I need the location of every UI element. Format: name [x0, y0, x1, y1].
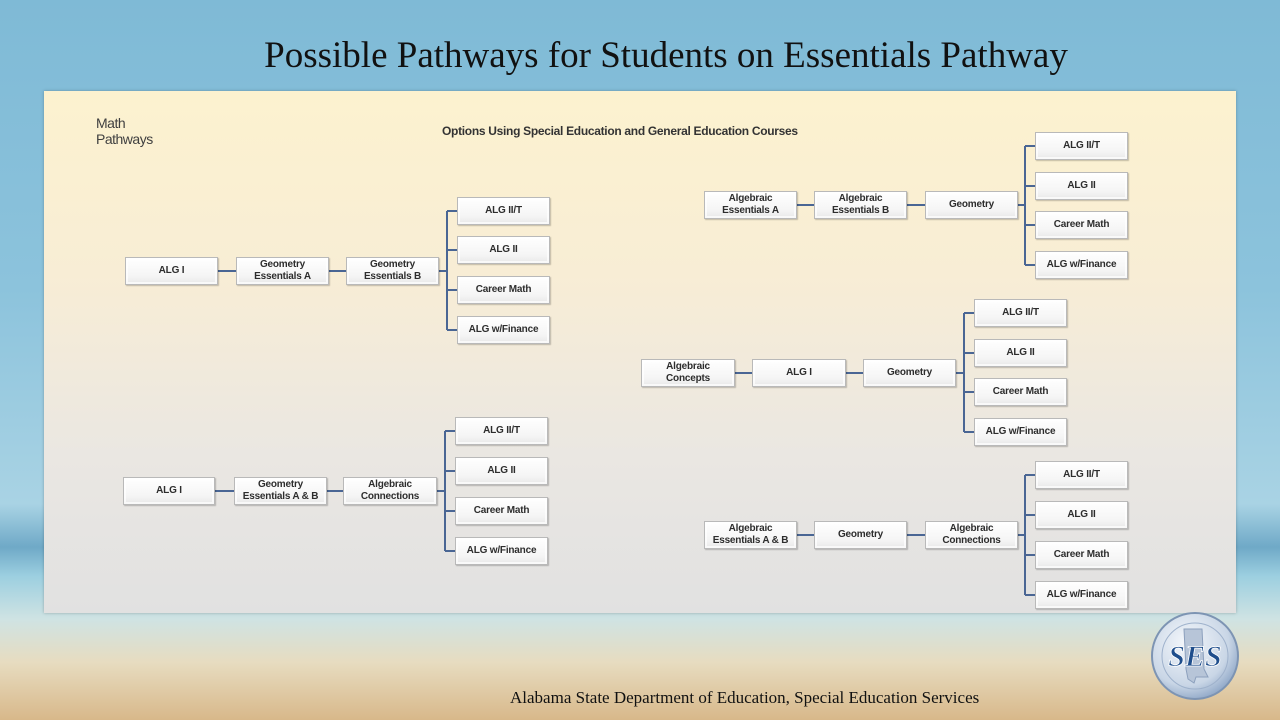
- pathway3-option-career-math: Career Math: [1035, 211, 1128, 239]
- pathway2-option-alg-ii: ALG II: [455, 457, 548, 485]
- pathway1-option-career-math: Career Math: [457, 276, 550, 304]
- pathway2-node-alg-i: ALG I: [123, 477, 215, 505]
- footer-credit: Alabama State Department of Education, Special Education Services: [510, 688, 980, 707]
- pathway3-node-algebraic-essentials-b: Algebraic Essentials B: [814, 191, 907, 219]
- pathway4-node-algebraic-concepts: Algebraic Concepts: [641, 359, 735, 387]
- pathway5-option-alg-ii-t: ALG II/T: [1035, 461, 1128, 489]
- pathway3-option-alg-ii: ALG II: [1035, 172, 1128, 200]
- pathway2-option-career-math: Career Math: [455, 497, 548, 525]
- pathway1-node-alg-i: ALG I: [125, 257, 218, 285]
- pathway4-option-career-math: Career Math: [974, 378, 1067, 406]
- pathway4-node-alg-i: ALG I: [752, 359, 846, 387]
- pathway5-node-algebraic-essentials-a-b: Algebraic Essentials A & B: [704, 521, 797, 549]
- pathway5-node-algebraic-connections: Algebraic Connections: [925, 521, 1018, 549]
- slide-title: Possible Pathways for Students on Essentials Pathway: [264, 35, 1068, 76]
- pathway3-node-algebraic-essentials-a: Algebraic Essentials A: [704, 191, 797, 219]
- pathway1-option-alg-ii-t: ALG II/T: [457, 197, 550, 225]
- pathway2-option-alg-ii-t: ALG II/T: [455, 417, 548, 445]
- pathway4-option-alg-finance: ALG w/Finance: [974, 418, 1067, 446]
- pathway2-node-algebraic-connections: Algebraic Connections: [343, 477, 437, 505]
- alabama-state-seal-icon: [1150, 611, 1240, 701]
- panel-label: Math Pathways: [96, 115, 153, 147]
- pathway3-node-geometry: Geometry: [925, 191, 1018, 219]
- pathway4-node-geometry: Geometry: [863, 359, 956, 387]
- pathway2-option-alg-finance: ALG w/Finance: [455, 537, 548, 565]
- pathway1-node-geometry-essentials-a: Geometry Essentials A: [236, 257, 329, 285]
- pathway5-option-alg-finance: ALG w/Finance: [1035, 581, 1128, 609]
- pathway1-option-alg-ii: ALG II: [457, 236, 550, 264]
- pathway4-option-alg-ii: ALG II: [974, 339, 1067, 367]
- pathway5-option-alg-ii: ALG II: [1035, 501, 1128, 529]
- pathway4-option-alg-ii-t: ALG II/T: [974, 299, 1067, 327]
- pathway2-node-geometry-essentials-a-b: Geometry Essentials A & B: [234, 477, 327, 505]
- pathway1-option-alg-finance: ALG w/Finance: [457, 316, 550, 344]
- pathway3-option-alg-ii-t: ALG II/T: [1035, 132, 1128, 160]
- pathway5-node-geometry: Geometry: [814, 521, 907, 549]
- pathway5-option-career-math: Career Math: [1035, 541, 1128, 569]
- pathway1-node-geometry-essentials-b: Geometry Essentials B: [346, 257, 439, 285]
- logo-text: SES: [1168, 640, 1222, 673]
- panel-heading: Options Using Special Education and General Education Courses: [442, 124, 798, 138]
- pathway3-option-alg-finance: ALG w/Finance: [1035, 251, 1128, 279]
